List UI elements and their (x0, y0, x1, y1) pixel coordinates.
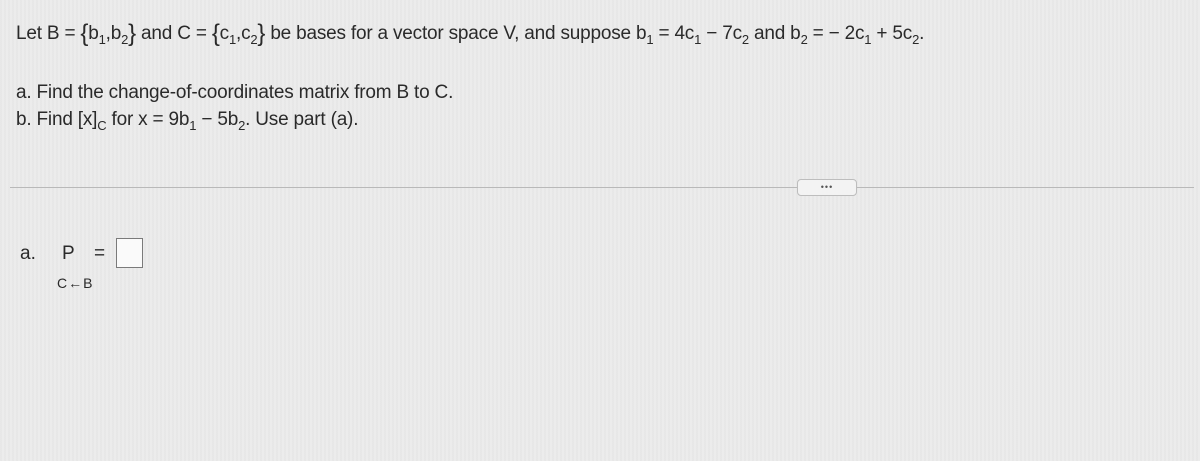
equals-sign: = (94, 243, 106, 264)
brace-left: { (80, 20, 89, 47)
text-segment: b. Find [x] (16, 109, 98, 130)
part-a-instruction: a. Find the change-of-coordinates matrix from B to C. (16, 82, 454, 103)
text-segment: . (919, 23, 925, 44)
matrix-symbol: P (62, 243, 75, 264)
text-segment: − 7c (701, 23, 742, 44)
problem-statement: Let $B = \{b_1,b_2\}$ and $C = \{c_1,c_2\}$ be bases for a vector space V, and suppose $b_1 = 4c_1 - 7c_2$ and $b_2$ = − $2c_1 + 5c_2$. (16, 20, 925, 47)
text-segment: = 4c (653, 23, 695, 44)
text-segment: and b (748, 23, 801, 44)
divider-line (10, 187, 1194, 188)
brace-right: } (257, 20, 266, 47)
subscript: C (97, 118, 107, 133)
set-b: $b_1,b_2$ (88, 23, 129, 47)
part-b-instruction: b. Find $[x]_C$ for $x = 9b_1 - 5b_2$. Use part (a). (16, 109, 359, 133)
matrix-answer-input[interactable] (116, 238, 143, 268)
answer-part-label: a. (20, 243, 36, 264)
text-segment: Let B = (16, 23, 81, 44)
text-segment: . Use part (a). (245, 109, 359, 130)
set-c: $c_1,c_2$ (219, 23, 258, 47)
matrix-subscript: C←B (57, 275, 94, 291)
text-segment: and C = (135, 23, 212, 44)
text-segment: for x = 9b (106, 109, 190, 130)
brace-left: { (211, 20, 220, 47)
text-segment: − 5b (196, 109, 239, 130)
text-segment: = − 2c (807, 23, 865, 44)
brace-right: } (128, 20, 136, 47)
section-divider (10, 179, 1194, 197)
expand-more-button[interactable]: ••• (797, 179, 857, 196)
text-segment: be bases for a vector space V, and suppose b (265, 23, 647, 44)
text-segment: + 5c (871, 23, 913, 44)
